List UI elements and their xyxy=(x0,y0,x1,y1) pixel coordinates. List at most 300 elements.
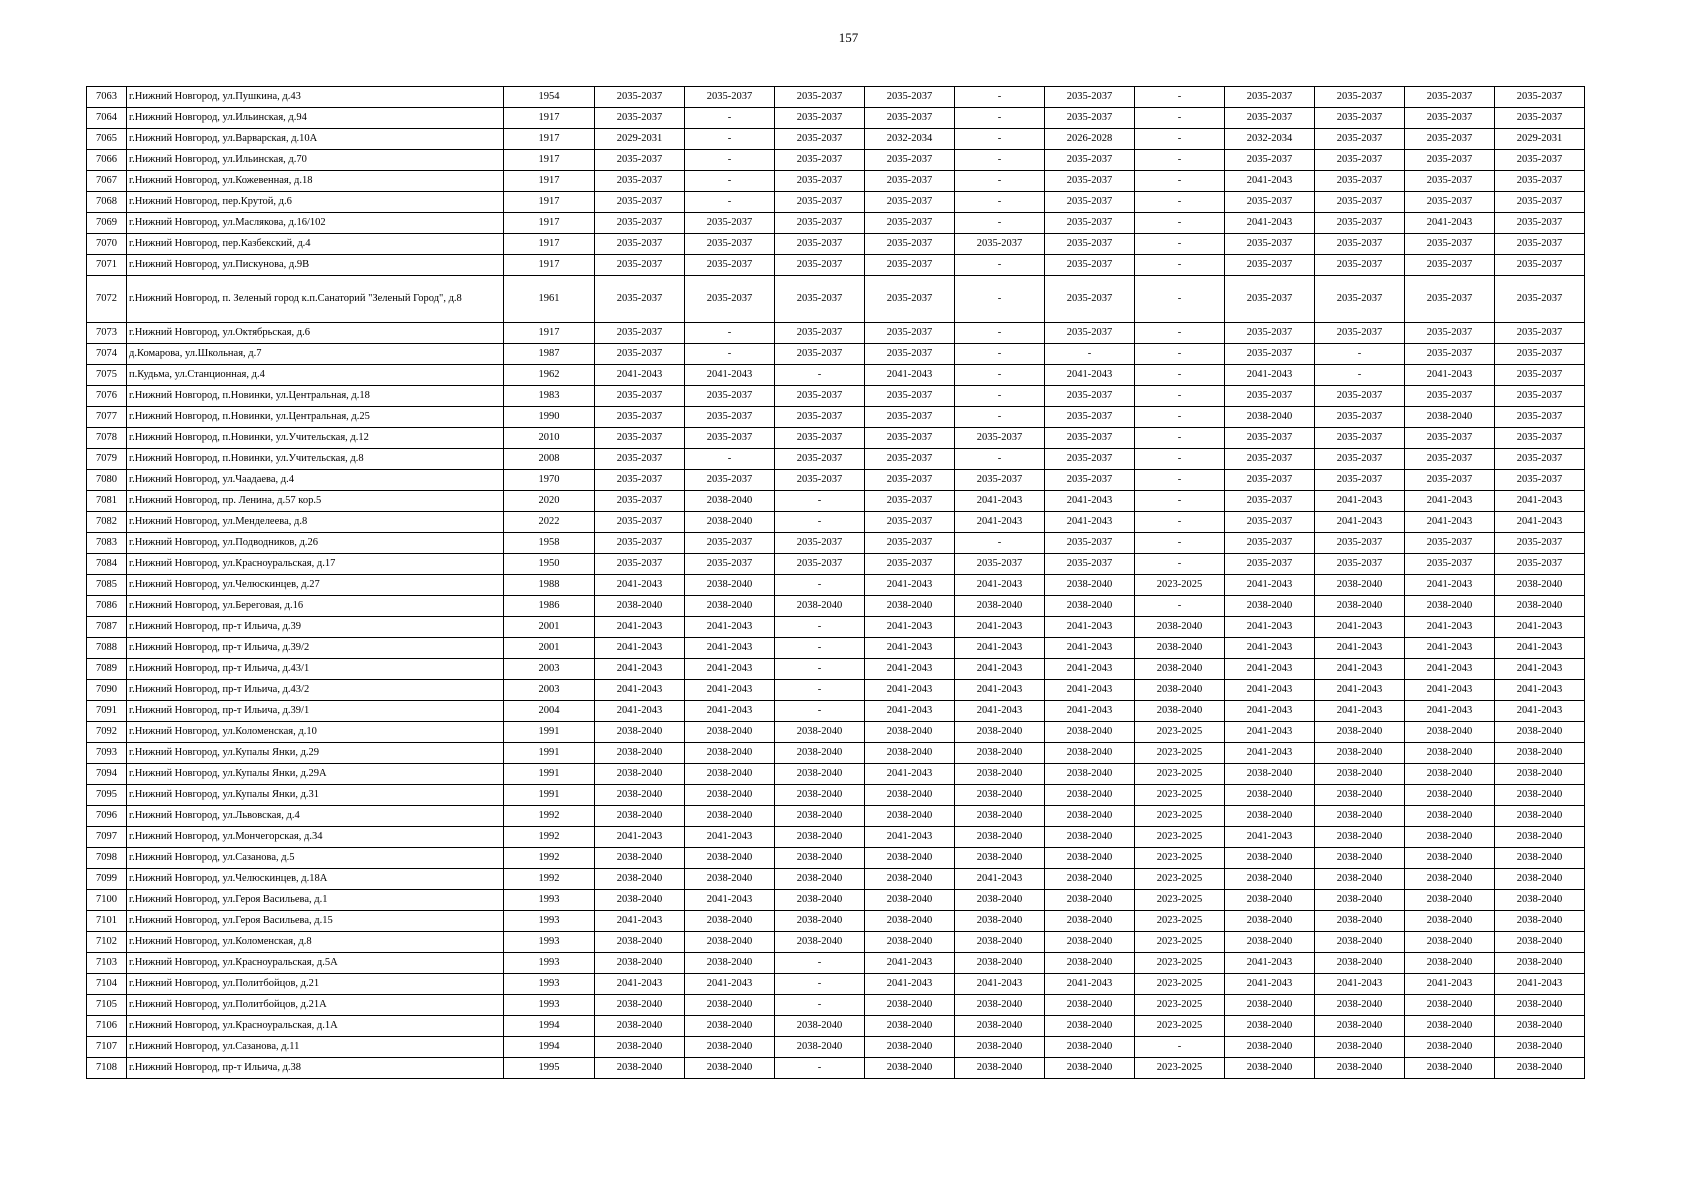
period-cell: - xyxy=(1315,365,1405,386)
period-cell: 2038-2040 xyxy=(865,848,955,869)
period-cell: - xyxy=(775,953,865,974)
period-cell: 2038-2040 xyxy=(1315,575,1405,596)
period-cell: 2038-2040 xyxy=(1405,407,1495,428)
period-cell: - xyxy=(1135,1037,1225,1058)
period-cell: 2038-2040 xyxy=(1405,869,1495,890)
period-cell: 2035-2037 xyxy=(1045,407,1135,428)
row-number-cell: 7099 xyxy=(87,869,127,890)
period-cell: 2041-2043 xyxy=(1315,617,1405,638)
period-cell: 2038-2040 xyxy=(1315,806,1405,827)
period-cell: 2038-2040 xyxy=(1315,911,1405,932)
period-cell: 2035-2037 xyxy=(775,344,865,365)
period-cell: 2023-2025 xyxy=(1135,827,1225,848)
page-number: 157 xyxy=(838,30,859,45)
row-number-cell: 7088 xyxy=(87,638,127,659)
period-cell: 2035-2037 xyxy=(1225,87,1315,108)
period-cell: - xyxy=(955,344,1045,365)
period-cell: 2023-2025 xyxy=(1135,1016,1225,1037)
period-cell: 2038-2040 xyxy=(1225,806,1315,827)
period-cell: 2035-2037 xyxy=(1405,344,1495,365)
address-cell: г.Нижний Новгород, ул.Коломенская, д.8 xyxy=(127,932,504,953)
period-cell: 2038-2040 xyxy=(1405,1016,1495,1037)
period-cell: 2041-2043 xyxy=(1405,575,1495,596)
period-cell: 2038-2040 xyxy=(1495,827,1585,848)
year-cell: 1917 xyxy=(504,171,595,192)
year-cell: 1917 xyxy=(504,150,595,171)
period-cell: 2038-2040 xyxy=(685,848,775,869)
address-cell: г.Нижний Новгород, п.Новинки, ул.Учительская, д.12 xyxy=(127,428,504,449)
period-cell: - xyxy=(1135,344,1225,365)
row-number-cell: 7082 xyxy=(87,512,127,533)
period-cell: 2041-2043 xyxy=(685,974,775,995)
period-cell: 2035-2037 xyxy=(1225,234,1315,255)
period-cell: - xyxy=(1135,171,1225,192)
period-cell: 2038-2040 xyxy=(1405,890,1495,911)
address-cell: г.Нижний Новгород, ул.Чаадаева, д.4 xyxy=(127,470,504,491)
period-cell: 2038-2040 xyxy=(865,743,955,764)
table-row xyxy=(87,129,1585,150)
period-cell: 2041-2043 xyxy=(1045,659,1135,680)
year-cell: 1990 xyxy=(504,407,595,428)
period-cell: 2041-2043 xyxy=(595,365,685,386)
year-cell: 1991 xyxy=(504,722,595,743)
year-cell: 2004 xyxy=(504,701,595,722)
period-cell: 2038-2040 xyxy=(685,1037,775,1058)
period-cell: 2035-2037 xyxy=(595,533,685,554)
period-cell: 2035-2037 xyxy=(595,491,685,512)
year-cell: 1991 xyxy=(504,743,595,764)
period-cell: 2038-2040 xyxy=(1225,785,1315,806)
address-cell: г.Нижний Новгород, ул.Героя Васильева, д.15 xyxy=(127,911,504,932)
period-cell: - xyxy=(775,365,865,386)
year-cell: 1987 xyxy=(504,344,595,365)
table-row xyxy=(87,234,1585,255)
period-cell: - xyxy=(1135,533,1225,554)
period-cell: 2038-2040 xyxy=(955,995,1045,1016)
period-cell: 2035-2037 xyxy=(865,255,955,276)
period-cell: 2035-2037 xyxy=(1495,449,1585,470)
period-cell: 2035-2037 xyxy=(1495,407,1585,428)
period-cell: 2041-2043 xyxy=(685,701,775,722)
period-cell: 2038-2040 xyxy=(1315,1016,1405,1037)
period-cell: 2038-2040 xyxy=(685,1058,775,1079)
period-cell: 2041-2043 xyxy=(1495,701,1585,722)
period-cell: 2035-2037 xyxy=(595,150,685,171)
period-cell: 2041-2043 xyxy=(865,617,955,638)
period-cell: - xyxy=(955,150,1045,171)
period-cell: 2041-2043 xyxy=(865,827,955,848)
period-cell: 2041-2043 xyxy=(1045,512,1135,533)
year-cell: 1988 xyxy=(504,575,595,596)
year-cell: 1995 xyxy=(504,1058,595,1079)
period-cell: 2041-2043 xyxy=(1405,365,1495,386)
row-number-cell: 7108 xyxy=(87,1058,127,1079)
period-cell: 2041-2043 xyxy=(1495,491,1585,512)
period-cell: 2023-2025 xyxy=(1135,953,1225,974)
period-cell: 2035-2037 xyxy=(865,491,955,512)
period-cell: 2041-2043 xyxy=(1045,365,1135,386)
row-number-cell: 7094 xyxy=(87,764,127,785)
period-cell: 2038-2040 xyxy=(595,1016,685,1037)
period-cell: 2035-2037 xyxy=(1405,192,1495,213)
period-cell: - xyxy=(685,449,775,470)
period-cell: 2035-2037 xyxy=(1315,213,1405,234)
period-cell: 2035-2037 xyxy=(685,386,775,407)
address-cell: г.Нижний Новгород, ул.Сазанова, д.5 xyxy=(127,848,504,869)
period-cell: 2035-2037 xyxy=(1495,386,1585,407)
address-cell: г.Нижний Новгород, ул.Кожевенная, д.18 xyxy=(127,171,504,192)
period-cell: 2035-2037 xyxy=(595,554,685,575)
period-cell: 2041-2043 xyxy=(1045,701,1135,722)
period-cell: 2035-2037 xyxy=(865,512,955,533)
address-cell: г.Нижний Новгород, ул.Купалы Янки, д.29 xyxy=(127,743,504,764)
period-cell: 2035-2037 xyxy=(865,428,955,449)
period-cell: 2035-2037 xyxy=(865,276,955,323)
address-cell: г.Нижний Новгород, п.Новинки, ул.Центральная, д.25 xyxy=(127,407,504,428)
period-cell: 2038-2040 xyxy=(685,911,775,932)
period-cell: 2038-2040 xyxy=(1315,743,1405,764)
period-cell: 2038-2040 xyxy=(1045,764,1135,785)
address-cell: г.Нижний Новгород, п.Новинки, ул.Учительская, д.8 xyxy=(127,449,504,470)
period-cell: 2035-2037 xyxy=(775,276,865,323)
period-cell: 2035-2037 xyxy=(775,533,865,554)
row-number-cell: 7100 xyxy=(87,890,127,911)
period-cell: 2041-2043 xyxy=(1225,827,1315,848)
row-number-cell: 7103 xyxy=(87,953,127,974)
period-cell: 2035-2037 xyxy=(1405,255,1495,276)
period-cell: 2038-2040 xyxy=(685,764,775,785)
period-cell: 2038-2040 xyxy=(1495,575,1585,596)
address-cell: г.Нижний Новгород, пр-т Ильича, д.38 xyxy=(127,1058,504,1079)
period-cell: 2035-2037 xyxy=(1495,428,1585,449)
period-cell: 2023-2025 xyxy=(1135,869,1225,890)
period-cell: 2035-2037 xyxy=(775,192,865,213)
table-row xyxy=(87,974,1585,995)
address-cell: г.Нижний Новгород, ул.Пискунова, д.9В xyxy=(127,255,504,276)
period-cell: 2023-2025 xyxy=(1135,722,1225,743)
year-cell: 2001 xyxy=(504,617,595,638)
period-cell: 2035-2037 xyxy=(865,533,955,554)
period-cell: 2035-2037 xyxy=(865,87,955,108)
table-row xyxy=(87,575,1585,596)
period-cell: 2038-2040 xyxy=(595,848,685,869)
period-cell: 2035-2037 xyxy=(595,213,685,234)
period-cell: - xyxy=(775,617,865,638)
year-cell: 2008 xyxy=(504,449,595,470)
period-cell: 2035-2037 xyxy=(1225,449,1315,470)
period-cell: 2041-2043 xyxy=(685,890,775,911)
year-cell: 1950 xyxy=(504,554,595,575)
period-cell: 2035-2037 xyxy=(1495,171,1585,192)
address-cell: г.Нижний Новгород, ул.Коломенская, д.10 xyxy=(127,722,504,743)
period-cell: - xyxy=(955,87,1045,108)
table-row xyxy=(87,638,1585,659)
table-row xyxy=(87,470,1585,491)
period-cell: 2035-2037 xyxy=(595,108,685,129)
year-cell: 1993 xyxy=(504,932,595,953)
period-cell: 2041-2043 xyxy=(1405,680,1495,701)
address-cell: г.Нижний Новгород, пр. Ленина, д.57 кор.5 xyxy=(127,491,504,512)
period-cell: 2035-2037 xyxy=(595,255,685,276)
period-cell: 2041-2043 xyxy=(865,638,955,659)
period-cell: - xyxy=(685,129,775,150)
period-cell: 2038-2040 xyxy=(1315,932,1405,953)
table-row xyxy=(87,344,1585,365)
period-cell: - xyxy=(955,129,1045,150)
period-cell: 2035-2037 xyxy=(1045,87,1135,108)
period-cell: 2035-2037 xyxy=(1225,276,1315,323)
period-cell: 2038-2040 xyxy=(685,785,775,806)
period-cell: 2041-2043 xyxy=(1495,638,1585,659)
period-cell: 2026-2028 xyxy=(1045,129,1135,150)
period-cell: 2035-2037 xyxy=(1405,428,1495,449)
period-cell: 2038-2040 xyxy=(1045,932,1135,953)
period-cell: - xyxy=(955,171,1045,192)
period-cell: 2035-2037 xyxy=(1225,428,1315,449)
period-cell: 2035-2037 xyxy=(1405,171,1495,192)
period-cell: 2038-2040 xyxy=(1405,911,1495,932)
period-cell: 2041-2043 xyxy=(1225,575,1315,596)
row-number-cell: 7087 xyxy=(87,617,127,638)
address-cell: г.Нижний Новгород, пр-т Ильича, д.39/2 xyxy=(127,638,504,659)
address-cell: г.Нижний Новгород, ул.Пушкина, д.43 xyxy=(127,87,504,108)
period-cell: 2041-2043 xyxy=(685,680,775,701)
table-row xyxy=(87,150,1585,171)
table-row xyxy=(87,428,1585,449)
address-cell: г.Нижний Новгород, ул.Купалы Янки, д.31 xyxy=(127,785,504,806)
period-cell: 2041-2043 xyxy=(595,617,685,638)
period-cell: 2041-2043 xyxy=(955,659,1045,680)
period-cell: 2038-2040 xyxy=(1315,890,1405,911)
period-cell: 2038-2040 xyxy=(1495,932,1585,953)
address-cell: г.Нижний Новгород, ул.Львовская, д.4 xyxy=(127,806,504,827)
period-cell: 2038-2040 xyxy=(1315,848,1405,869)
period-cell: 2035-2037 xyxy=(1225,150,1315,171)
period-cell: 2041-2043 xyxy=(1225,171,1315,192)
period-cell: 2035-2037 xyxy=(1495,276,1585,323)
period-cell: 2041-2043 xyxy=(685,617,775,638)
year-cell: 1993 xyxy=(504,890,595,911)
period-cell: 2038-2040 xyxy=(1135,680,1225,701)
row-number-cell: 7072 xyxy=(87,276,127,323)
period-cell: - xyxy=(955,365,1045,386)
period-cell: 2038-2040 xyxy=(955,785,1045,806)
period-cell: 2038-2040 xyxy=(1225,1058,1315,1079)
period-cell: 2038-2040 xyxy=(1225,764,1315,785)
period-cell: 2035-2037 xyxy=(1405,150,1495,171)
period-cell: 2035-2037 xyxy=(955,428,1045,449)
period-cell: 2038-2040 xyxy=(775,785,865,806)
period-cell: 2038-2040 xyxy=(685,806,775,827)
period-cell: 2035-2037 xyxy=(1405,108,1495,129)
period-cell: 2038-2040 xyxy=(775,764,865,785)
address-cell: г.Нижний Новгород, ул.Ильинская, д.70 xyxy=(127,150,504,171)
period-cell: - xyxy=(1135,108,1225,129)
period-cell: - xyxy=(775,638,865,659)
period-cell: 2035-2037 xyxy=(1495,213,1585,234)
period-cell: 2041-2043 xyxy=(1495,659,1585,680)
row-number-cell: 7093 xyxy=(87,743,127,764)
period-cell: 2041-2043 xyxy=(1405,512,1495,533)
year-cell: 1992 xyxy=(504,827,595,848)
period-cell: 2035-2037 xyxy=(865,234,955,255)
period-cell: 2035-2037 xyxy=(775,213,865,234)
table-body xyxy=(87,87,1585,1079)
period-cell: - xyxy=(1135,150,1225,171)
period-cell: 2035-2037 xyxy=(1315,470,1405,491)
period-cell: - xyxy=(685,108,775,129)
period-cell: 2038-2040 xyxy=(1045,869,1135,890)
row-number-cell: 7104 xyxy=(87,974,127,995)
table-row xyxy=(87,108,1585,129)
period-cell: 2038-2040 xyxy=(1495,869,1585,890)
period-cell: 2038-2040 xyxy=(775,827,865,848)
table-row xyxy=(87,171,1585,192)
row-number-cell: 7096 xyxy=(87,806,127,827)
row-number-cell: 7105 xyxy=(87,995,127,1016)
period-cell: 2035-2037 xyxy=(865,407,955,428)
table-row xyxy=(87,953,1585,974)
table-row xyxy=(87,449,1585,470)
row-number-cell: 7084 xyxy=(87,554,127,575)
period-cell: 2035-2037 xyxy=(1225,192,1315,213)
period-cell: 2035-2037 xyxy=(1045,428,1135,449)
period-cell: - xyxy=(775,701,865,722)
period-cell: 2038-2040 xyxy=(595,596,685,617)
data-table xyxy=(86,86,1585,1079)
address-cell: г.Нижний Новгород, ул.Ильинская, д.94 xyxy=(127,108,504,129)
period-cell: 2041-2043 xyxy=(595,638,685,659)
period-cell: - xyxy=(775,995,865,1016)
year-cell: 1917 xyxy=(504,255,595,276)
period-cell: 2041-2043 xyxy=(1315,659,1405,680)
period-cell: 2038-2040 xyxy=(685,869,775,890)
period-cell: 2041-2043 xyxy=(955,638,1045,659)
period-cell: 2035-2037 xyxy=(1045,108,1135,129)
period-cell: 2038-2040 xyxy=(1225,1016,1315,1037)
period-cell: 2038-2040 xyxy=(1225,407,1315,428)
year-cell: 1991 xyxy=(504,764,595,785)
table-row xyxy=(87,255,1585,276)
period-cell: - xyxy=(1135,365,1225,386)
period-cell: 2041-2043 xyxy=(1225,365,1315,386)
period-cell: 2035-2037 xyxy=(865,449,955,470)
period-cell: 2038-2040 xyxy=(685,743,775,764)
address-cell: г.Нижний Новгород, ул.Красноуральская, д.5А xyxy=(127,953,504,974)
year-cell: 1917 xyxy=(504,213,595,234)
period-cell: 2035-2037 xyxy=(595,428,685,449)
period-cell: 2035-2037 xyxy=(955,470,1045,491)
period-cell: 2038-2040 xyxy=(1315,764,1405,785)
table-row xyxy=(87,87,1585,108)
period-cell: 2035-2037 xyxy=(1315,129,1405,150)
period-cell: 2041-2043 xyxy=(685,365,775,386)
period-cell: 2035-2037 xyxy=(775,554,865,575)
year-cell: 2003 xyxy=(504,680,595,701)
table-row xyxy=(87,533,1585,554)
period-cell: 2041-2043 xyxy=(1495,617,1585,638)
period-cell: 2038-2040 xyxy=(775,596,865,617)
table-row xyxy=(87,659,1585,680)
row-number-cell: 7098 xyxy=(87,848,127,869)
period-cell: 2035-2037 xyxy=(1315,554,1405,575)
period-cell: 2041-2043 xyxy=(595,827,685,848)
period-cell: 2023-2025 xyxy=(1135,995,1225,1016)
table-row xyxy=(87,365,1585,386)
table-row xyxy=(87,1016,1585,1037)
address-cell: г.Нижний Новгород, ул.Героя Васильева, д.1 xyxy=(127,890,504,911)
row-number-cell: 7081 xyxy=(87,491,127,512)
period-cell: - xyxy=(775,512,865,533)
period-cell: 2041-2043 xyxy=(1495,974,1585,995)
period-cell: 2038-2040 xyxy=(955,953,1045,974)
period-cell: 2035-2037 xyxy=(1315,87,1405,108)
period-cell: 2038-2040 xyxy=(865,1016,955,1037)
period-cell: 2038-2040 xyxy=(685,512,775,533)
period-cell: 2038-2040 xyxy=(1495,1016,1585,1037)
period-cell: 2035-2037 xyxy=(1225,512,1315,533)
address-cell: г.Нижний Новгород, пр-т Ильича, д.39/1 xyxy=(127,701,504,722)
period-cell: 2038-2040 xyxy=(1405,848,1495,869)
period-cell: 2038-2040 xyxy=(1225,932,1315,953)
table-row xyxy=(87,554,1585,575)
period-cell: 2038-2040 xyxy=(955,743,1045,764)
period-cell: 2023-2025 xyxy=(1135,974,1225,995)
period-cell: 2041-2043 xyxy=(1225,701,1315,722)
year-cell: 2003 xyxy=(504,659,595,680)
period-cell: 2038-2040 xyxy=(775,722,865,743)
period-cell: 2035-2037 xyxy=(685,234,775,255)
address-cell: г.Нижний Новгород, пр-т Ильича, д.43/2 xyxy=(127,680,504,701)
year-cell: 1993 xyxy=(504,995,595,1016)
period-cell: 2035-2037 xyxy=(775,108,865,129)
period-cell: 2038-2040 xyxy=(865,911,955,932)
period-cell: 2035-2037 xyxy=(1315,449,1405,470)
period-cell: 2035-2037 xyxy=(1045,192,1135,213)
year-cell: 1917 xyxy=(504,129,595,150)
year-cell: 1983 xyxy=(504,386,595,407)
period-cell: 2041-2043 xyxy=(1315,974,1405,995)
period-cell: 2035-2037 xyxy=(595,234,685,255)
period-cell: 2038-2040 xyxy=(955,1016,1045,1037)
period-cell: 2041-2043 xyxy=(955,491,1045,512)
row-number-cell: 7071 xyxy=(87,255,127,276)
table-row xyxy=(87,722,1585,743)
period-cell: 2035-2037 xyxy=(1315,171,1405,192)
row-number-cell: 7079 xyxy=(87,449,127,470)
table-row xyxy=(87,911,1585,932)
period-cell: 2035-2037 xyxy=(1045,554,1135,575)
period-cell: 2035-2037 xyxy=(685,554,775,575)
period-cell: 2035-2037 xyxy=(1315,428,1405,449)
period-cell: 2035-2037 xyxy=(685,213,775,234)
row-number-cell: 7091 xyxy=(87,701,127,722)
period-cell: 2038-2040 xyxy=(1495,722,1585,743)
row-number-cell: 7080 xyxy=(87,470,127,491)
period-cell: - xyxy=(955,323,1045,344)
period-cell: 2023-2025 xyxy=(1135,743,1225,764)
period-cell: 2035-2037 xyxy=(865,213,955,234)
period-cell: 2041-2043 xyxy=(1225,953,1315,974)
period-cell: 2035-2037 xyxy=(1225,108,1315,129)
period-cell: 2041-2043 xyxy=(955,869,1045,890)
period-cell: - xyxy=(955,407,1045,428)
period-cell: 2041-2043 xyxy=(1405,701,1495,722)
period-cell: 2041-2043 xyxy=(595,701,685,722)
period-cell: 2038-2040 xyxy=(1045,953,1135,974)
period-cell: 2035-2037 xyxy=(595,323,685,344)
row-number-cell: 7074 xyxy=(87,344,127,365)
